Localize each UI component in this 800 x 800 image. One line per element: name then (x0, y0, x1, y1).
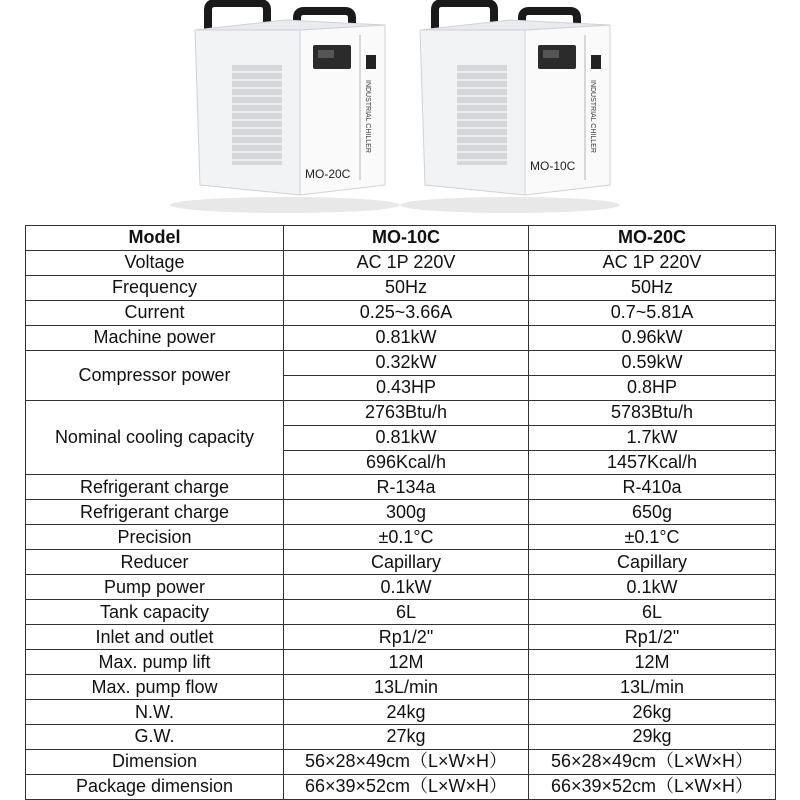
mo10c-value: 50Hz (284, 275, 529, 300)
mo10c-value: Capillary (284, 550, 529, 575)
mo20c-value: 650g (529, 500, 776, 525)
chiller-unit-right (400, 3, 620, 213)
mo20c-value: 13L/min (529, 675, 776, 700)
mo20c-value: 0.7~5.81A (529, 300, 776, 325)
row-label: Precision (26, 525, 284, 550)
table-row (26, 500, 776, 525)
header-mo10c: MO-10C (284, 226, 529, 251)
row-label: Compressor power (26, 350, 284, 400)
mo20c-value: Capillary (529, 550, 776, 575)
row-label: Package dimension (26, 774, 284, 799)
table-row (26, 575, 776, 600)
row-label: Inlet and outlet (26, 625, 284, 650)
product-photo-area (0, 0, 800, 222)
table-row (26, 300, 776, 325)
header-mo20c: MO-20C (529, 226, 776, 251)
chiller-units-image (0, 0, 800, 222)
mo10c-value: R-134a (284, 475, 529, 500)
row-label: G.W. (26, 725, 284, 750)
row-label: Nominal cooling capacity (26, 400, 284, 475)
mo20c-value: 56×28×49cm（L×W×H） (529, 749, 776, 774)
mo10c-value: 0.1kW (284, 575, 529, 600)
row-label: Voltage (26, 250, 284, 275)
row-label: Pump power (26, 575, 284, 600)
row-label: Max. pump flow (26, 675, 284, 700)
mo20c-value: 26kg (529, 700, 776, 725)
mo20c-value: 0.96kW (529, 325, 776, 350)
row-label: Refrigerant charge (26, 500, 284, 525)
mo20c-value: 1.7kW (529, 425, 776, 450)
mo20c-value: 0.59kW (529, 350, 776, 375)
table-row (26, 475, 776, 500)
mo10c-value: 24kg (284, 700, 529, 725)
mo10c-value: 0.25~3.66A (284, 300, 529, 325)
mo20c-value: 5783Btu/h (529, 400, 776, 425)
row-label: Frequency (26, 275, 284, 300)
table-row (26, 350, 776, 375)
mo20c-value: ±0.1°C (529, 525, 776, 550)
spec-table (25, 225, 776, 800)
table-row (26, 675, 776, 700)
table-row (26, 550, 776, 575)
table-row (26, 600, 776, 625)
table-row (26, 400, 776, 425)
right-model-label: MO-10C (530, 159, 576, 173)
row-label: Refrigerant charge (26, 475, 284, 500)
right-side-label: INDUSTRIAL CHILLER (589, 80, 596, 153)
table-header-row (26, 226, 776, 251)
mo10c-value: ±0.1°C (284, 525, 529, 550)
mo10c-value: 0.81kW (284, 325, 529, 350)
table-row (26, 725, 776, 750)
mo10c-value: 0.81kW (284, 425, 529, 450)
mo20c-value: 50Hz (529, 275, 776, 300)
table-row (26, 525, 776, 550)
row-label: Reducer (26, 550, 284, 575)
mo10c-value: AC 1P 220V (284, 250, 529, 275)
mo20c-value: R-410a (529, 475, 776, 500)
table-row (26, 749, 776, 774)
header-model: Model (26, 226, 284, 251)
table-row (26, 275, 776, 300)
row-label: Dimension (26, 749, 284, 774)
row-label: Max. pump lift (26, 650, 284, 675)
row-label: Current (26, 300, 284, 325)
table-row (26, 625, 776, 650)
row-label: Tank capacity (26, 600, 284, 625)
mo10c-value: 2763Btu/h (284, 400, 529, 425)
mo20c-value: Rp1/2" (529, 625, 776, 650)
mo10c-value: Rp1/2" (284, 625, 529, 650)
mo20c-value: 66×39×52cm（L×W×H） (529, 774, 776, 799)
row-label: Machine power (26, 325, 284, 350)
table-row (26, 325, 776, 350)
mo10c-value: 13L/min (284, 675, 529, 700)
table-row (26, 700, 776, 725)
mo20c-value: AC 1P 220V (529, 250, 776, 275)
mo10c-value: 56×28×49cm（L×W×H） (284, 749, 529, 774)
table-row (26, 250, 776, 275)
row-label: N.W. (26, 700, 284, 725)
mo10c-value: 0.43HP (284, 375, 529, 400)
mo20c-value: 1457Kcal/h (529, 450, 776, 475)
mo10c-value: 6L (284, 600, 529, 625)
left-side-label: INDUSTRIAL CHILLER (364, 80, 371, 153)
mo20c-value: 29kg (529, 725, 776, 750)
mo20c-value: 0.8HP (529, 375, 776, 400)
mo10c-value: 696Kcal/h (284, 450, 529, 475)
left-model-label: MO-20C (305, 167, 351, 181)
mo20c-value: 6L (529, 600, 776, 625)
mo10c-value: 0.32kW (284, 350, 529, 375)
mo20c-value: 0.1kW (529, 575, 776, 600)
mo10c-value: 27kg (284, 725, 529, 750)
table-row (26, 650, 776, 675)
mo10c-value: 66×39×52cm（L×W×H） (284, 774, 529, 799)
mo20c-value: 12M (529, 650, 776, 675)
mo10c-value: 12M (284, 650, 529, 675)
mo10c-value: 300g (284, 500, 529, 525)
table-row (26, 774, 776, 799)
